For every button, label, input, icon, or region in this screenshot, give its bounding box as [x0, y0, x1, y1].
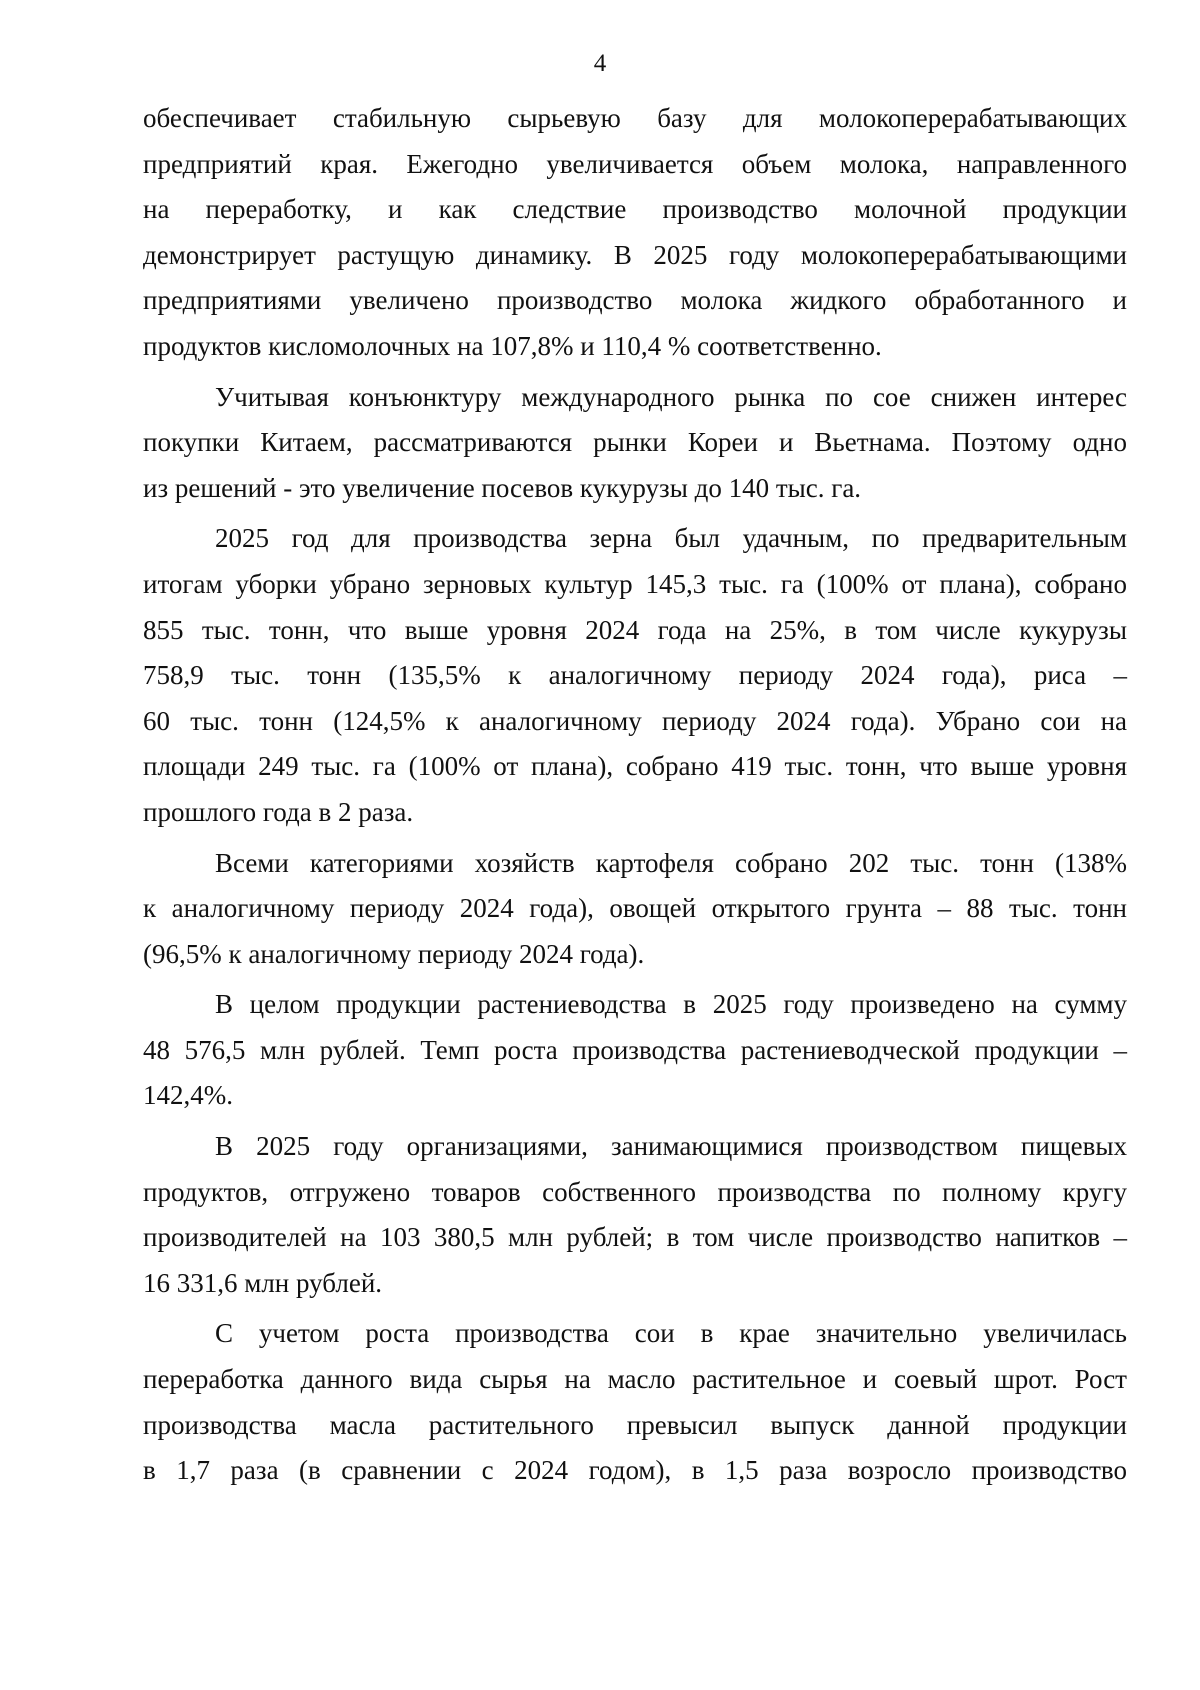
text-line: продуктов, отгружено товаров собственного производства по полному кругу: [143, 1176, 1127, 1207]
text-line: С учетом роста производства сои в крае значительно увеличилась: [215, 1318, 1127, 1349]
text-line: 855 тыс. тонн, что выше уровня 2024 года на 25%, в том числе кукурузы: [143, 614, 1127, 645]
paragraph-potato-vegetables: [143, 841, 1127, 978]
page-number: 4: [593, 50, 607, 77]
text-line: продуктов кисломолочных на 107,8% и 110,4 % соответственно.: [143, 330, 882, 361]
text-line: прошлого года в 2 раза.: [143, 796, 414, 827]
text-line: 758,9 тыс. тонн (135,5% к аналогичному периоду 2024 года), риса –: [143, 660, 1127, 691]
document-body: [143, 96, 1127, 1494]
text-line: на переработку, и как следствие производство молочной продукции: [143, 194, 1127, 225]
text-line: из решений - это увеличение посевов кукурузы до 140 тыс. га.: [143, 472, 862, 503]
text-line: в 1,7 раза (в сравнении с 2024 годом), в 1,5 раза возросло производство: [143, 1455, 1127, 1486]
paragraph-grain-harvest: [143, 516, 1127, 835]
text-line: покупки Китаем, рассматриваются рынки Кореи и Вьетнама. Поэтому одно: [143, 427, 1127, 458]
text-line: 16 331,6 млн рублей.: [143, 1267, 383, 1298]
text-line: Всеми категориями хозяйств картофеля собрано 202 тыс. тонн (138%: [215, 847, 1127, 878]
text-line: производства масла растительного превысил выпуск данной продукции: [143, 1409, 1127, 1440]
text-line: площади 249 тыс. га (100% от плана), собрано 419 тыс. тонн, что выше уровня: [143, 751, 1127, 782]
text-line: 2025 год для производства зерна был удачным, по предварительным: [215, 523, 1127, 554]
text-line: демонстрирует растущую динамику. В 2025 году молокоперерабатывающими: [143, 239, 1127, 270]
text-line: производителей на 103 380,5 млн рублей; в том числе производство напитков –: [143, 1222, 1127, 1253]
text-line: 48 576,5 млн рублей. Темп роста производства растениеводческой продукции –: [143, 1034, 1127, 1065]
text-line: В целом продукции растениеводства в 2025 году произведено на сумму: [215, 989, 1127, 1020]
text-line: обеспечивает стабильную сырьевую базу для молокоперерабатывающих: [143, 103, 1127, 133]
text-line: предприятиями увеличено производство молока жидкого обработанного и: [143, 285, 1127, 316]
text-line: 142,4%.: [143, 1080, 233, 1111]
text-line: Учитывая конъюнктуру международного рынка по сое снижен интерес: [215, 381, 1127, 412]
paragraph-food-products: [143, 1124, 1127, 1306]
paragraph-crop-production-total: [143, 982, 1127, 1119]
text-line: итогам уборки убрано зерновых культур 145,3 тыс. га (100% от плана), собрано: [143, 568, 1127, 599]
text-line: предприятий края. Ежегодно увеличивается объем молока, направленного: [143, 148, 1127, 179]
text-line: переработка данного вида сырья на масло растительное и соевый шрот. Рост: [143, 1364, 1127, 1395]
text-line: В 2025 году организациями, занимающимися производством пищевых: [215, 1131, 1127, 1162]
paragraph-dairy-processing: [143, 96, 1127, 370]
paragraph-soy-processing: [143, 1311, 1127, 1493]
text-line: 60 тыс. тонн (124,5% к аналогичному периоду 2024 года). Убрано сои на: [143, 705, 1127, 736]
text-line: (96,5% к аналогичному периоду 2024 года).: [143, 938, 645, 969]
text-line: к аналогичному периоду 2024 года), овощей открытого грунта – 88 тыс. тонн: [143, 893, 1127, 924]
paragraph-soy-market: [143, 375, 1127, 512]
